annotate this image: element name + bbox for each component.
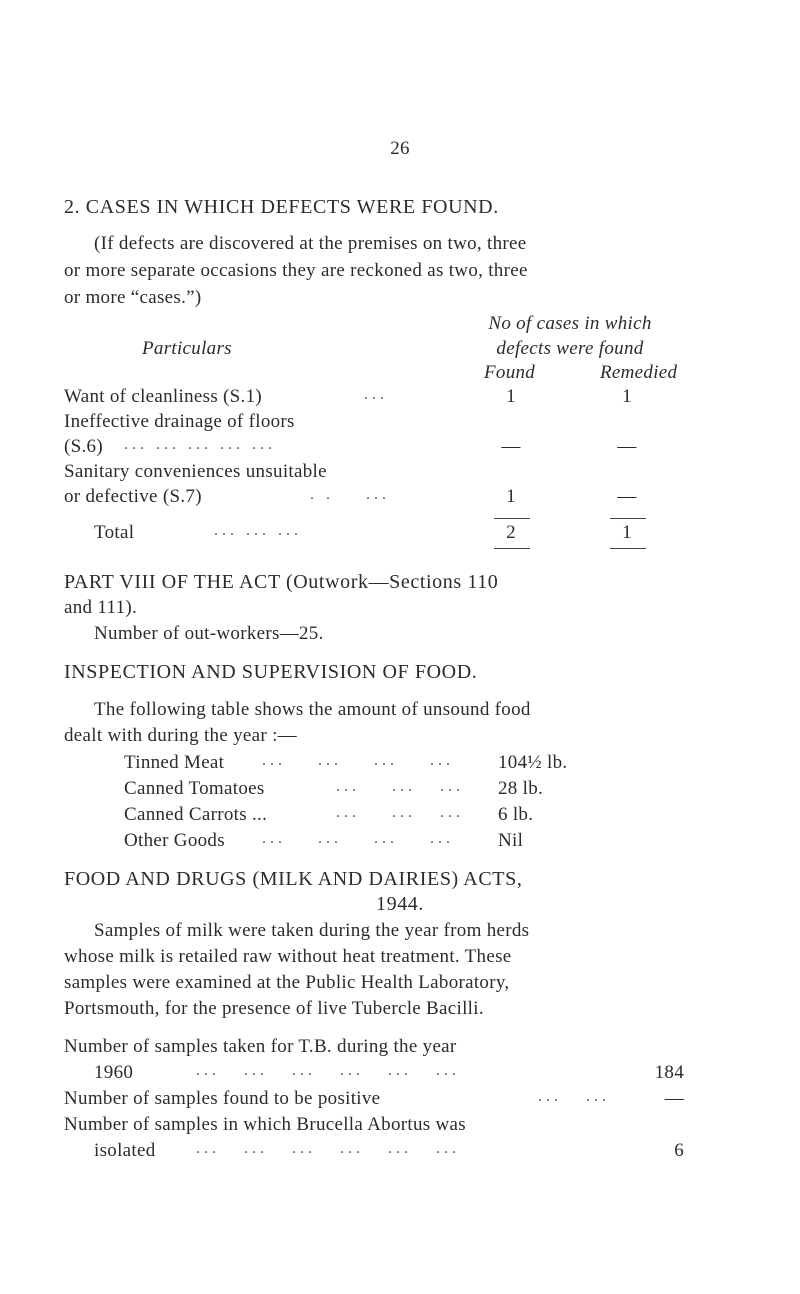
stat-label-line1: Number of samples in which Brucella Abortus was (64, 1114, 466, 1135)
milk-para-line1: Samples of milk were taken during the year from herds (94, 920, 530, 941)
stat-value: 6 (674, 1140, 684, 1161)
column-header-remedied: Remedied (600, 362, 678, 383)
total-rule-top-remedied (610, 518, 646, 519)
inspection-intro-line1: The following table shows the amount of unsound food (94, 699, 531, 720)
note-line-1: (If defects are discovered at the premises on two, three (94, 233, 527, 254)
row-label-line1: Sanitary conveniences unsuitable (64, 461, 327, 482)
leader-dots: ... ... ... ... ... (124, 436, 276, 453)
leader-dots: ... (364, 386, 388, 403)
food-item-name: Tinned Meat (124, 752, 225, 773)
inspection-intro-line2: dealt with during the year :— (64, 725, 297, 746)
note-line-2: or more separate occasions they are reckoned as two, three (64, 260, 528, 281)
note-line-3: or more “cases.”) (64, 287, 202, 308)
milk-para-line3: samples were examined at the Public Health Laboratory, (64, 972, 510, 993)
row-found: 1 (506, 486, 516, 507)
total-rule-bottom-remedied (610, 548, 646, 549)
food-item-amount: 6 lb. (498, 804, 534, 825)
row-remedied: — (617, 436, 637, 457)
food-item-amount: 28 lb. (498, 778, 544, 799)
food-item-amount: Nil (498, 830, 524, 851)
row-label-line2: or defective (S.7) (64, 486, 202, 507)
section-heading-defects: 2. CASES IN WHICH DEFECTS WERE FOUND. (64, 196, 499, 218)
total-rule-bottom-found (494, 548, 530, 549)
food-item-name: Canned Carrots ... (124, 804, 268, 825)
stat-value: — (664, 1088, 684, 1109)
leader-dots: ... ... ... ... (262, 830, 454, 847)
part8-line2: and 111). (64, 597, 138, 618)
stat-label-line2: 1960 (94, 1062, 134, 1083)
stat-label-line1: Number of samples found to be positive (64, 1088, 381, 1109)
stat-value: 184 (654, 1062, 684, 1083)
row-remedied: 1 (622, 386, 632, 407)
food-item-amount: 104½ lb. (498, 752, 568, 773)
leader-dots: ... ... ... ... (262, 752, 454, 769)
outworkers-count: Number of out-workers—25. (94, 623, 324, 644)
leader-dots: ... ... ... (336, 804, 464, 821)
row-found: — (501, 436, 521, 457)
leader-dots: ... ... ... (336, 778, 464, 795)
row-label-line1: Ineffective drainage of floors (64, 411, 295, 432)
stat-label-line1: Number of samples taken for T.B. during the year (64, 1036, 457, 1057)
food-item-name: Other Goods (124, 830, 225, 851)
milk-para-line2: whose milk is retailed raw without heat treatment. These (64, 946, 512, 967)
stat-label-line2: isolated (94, 1140, 156, 1161)
total-label: Total (94, 522, 135, 543)
page-number: 26 (390, 138, 410, 159)
leader-dots: ... ... ... ... ... ... (196, 1140, 460, 1157)
row-label-line2: (S.6) (64, 436, 103, 457)
section-heading-inspection: INSPECTION AND SUPERVISION OF FOOD. (64, 661, 478, 683)
column-header-particulars: Particulars (142, 338, 232, 359)
leader-dots: ... ... (538, 1088, 610, 1105)
row-label: Want of cleanliness (S.1) (64, 386, 263, 407)
part8-line1: PART VIII OF THE ACT (Outwork—Sections 110 (64, 571, 499, 593)
column-group-header-line2: defects were found (496, 338, 644, 359)
row-remedied: — (617, 486, 637, 507)
column-group-header-line1: No of cases in which (488, 313, 652, 334)
column-header-found: Found (484, 362, 536, 383)
row-found: 1 (506, 386, 516, 407)
food-item-name: Canned Tomatoes (124, 778, 265, 799)
leader-dots: ... ... ... ... ... ... (196, 1062, 460, 1079)
milk-para-line4: Portsmouth, for the presence of live Tubercle Bacilli. (64, 998, 484, 1019)
total-remedied: 1 (622, 522, 632, 543)
total-rule-top-found (494, 518, 530, 519)
leader-dots: . . ... (310, 486, 390, 503)
section-heading-year: 1944. (376, 893, 424, 915)
leader-dots: ... ... ... (214, 522, 302, 539)
total-found: 2 (506, 522, 516, 543)
section-heading-food-drugs: FOOD AND DRUGS (MILK AND DAIRIES) ACTS, (64, 868, 523, 890)
